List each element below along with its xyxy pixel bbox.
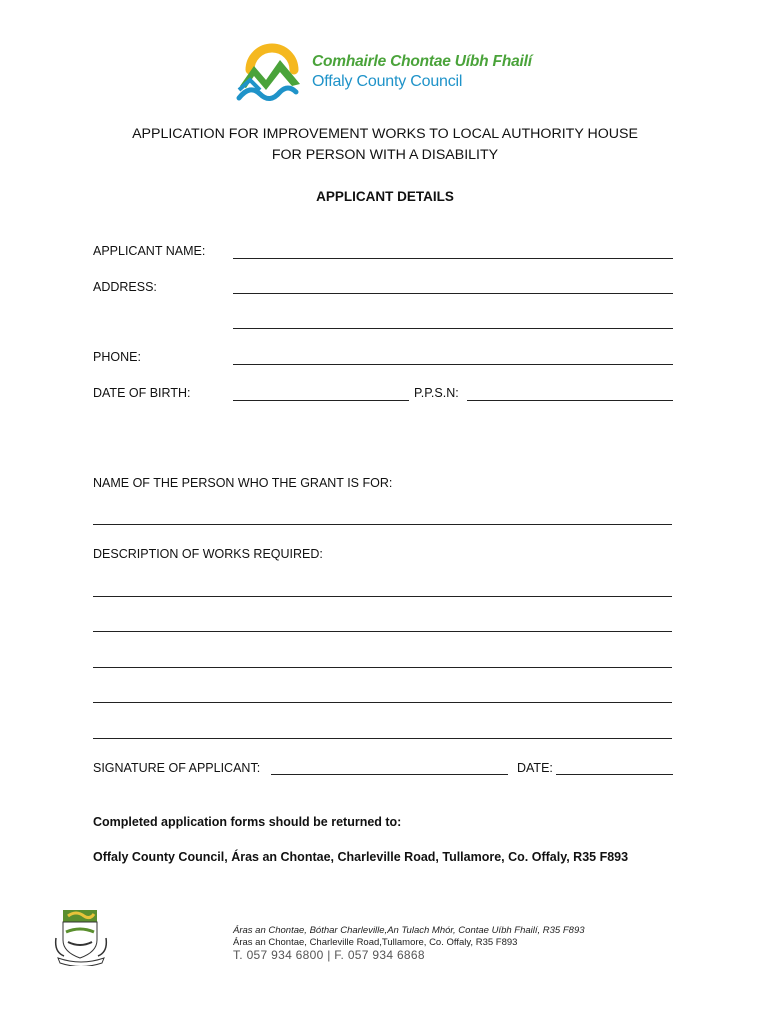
- footer-address-english: Áras an Chontae, Charleville Road,Tullamore, Co. Offaly, R35 F893: [233, 937, 518, 948]
- council-name-irish: Comhairle Chontae Uíbh Fhailí: [312, 53, 532, 70]
- footer-phone-fax: T. 057 934 6800 | F. 057 934 6868: [233, 948, 425, 962]
- signature-field[interactable]: [271, 774, 508, 775]
- grant-person-label: NAME OF THE PERSON WHO THE GRANT IS FOR:: [93, 476, 393, 490]
- works-label: DESCRIPTION OF WORKS REQUIRED:: [93, 547, 323, 561]
- works-field-line2[interactable]: [93, 631, 672, 632]
- grant-person-field[interactable]: [93, 524, 672, 525]
- council-crest: [54, 908, 108, 966]
- phone-field[interactable]: [233, 364, 673, 365]
- phone-label: PHONE:: [93, 350, 141, 364]
- date-label: DATE:: [517, 761, 553, 775]
- footer-address-irish: Áras an Chontae, Bóthar Charleville,An Tulach Mhór, Contae Uíbh Fhailí, R35 F893: [233, 925, 585, 936]
- council-name-english: Offaly County Council: [312, 73, 463, 90]
- address-field-line2[interactable]: [233, 328, 673, 329]
- return-address: Offaly County Council, Áras an Chontae, Charleville Road, Tullamore, Co. Offaly, R35 F893: [93, 850, 629, 864]
- dob-field[interactable]: [233, 400, 409, 401]
- section-heading: APPLICANT DETAILS: [316, 189, 454, 204]
- ppsn-label: P.P.S.N:: [414, 386, 459, 400]
- crest-icon: [54, 908, 108, 966]
- applicant-name-label: APPLICANT NAME:: [93, 244, 206, 258]
- dob-label: DATE OF BIRTH:: [93, 386, 191, 400]
- ppsn-field[interactable]: [467, 400, 673, 401]
- council-logo: [236, 40, 306, 102]
- address-label: ADDRESS:: [93, 280, 157, 294]
- form-title-line2: FOR PERSON WITH A DISABILITY: [271, 147, 499, 163]
- form-title-line1: APPLICATION FOR IMPROVEMENT WORKS TO LOCAL AUTHORITY HOUSE: [132, 126, 638, 142]
- council-logo-icon: [236, 40, 306, 102]
- return-heading: Completed application forms should be returned to:: [93, 815, 402, 829]
- date-field[interactable]: [556, 774, 673, 775]
- works-field-line4[interactable]: [93, 702, 672, 703]
- address-field-line1[interactable]: [233, 293, 673, 294]
- works-field-line3[interactable]: [93, 667, 672, 668]
- works-field-line5[interactable]: [93, 738, 672, 739]
- works-field-line1[interactable]: [93, 596, 672, 597]
- signature-label: SIGNATURE OF APPLICANT:: [93, 761, 261, 775]
- applicant-name-field[interactable]: [233, 258, 673, 259]
